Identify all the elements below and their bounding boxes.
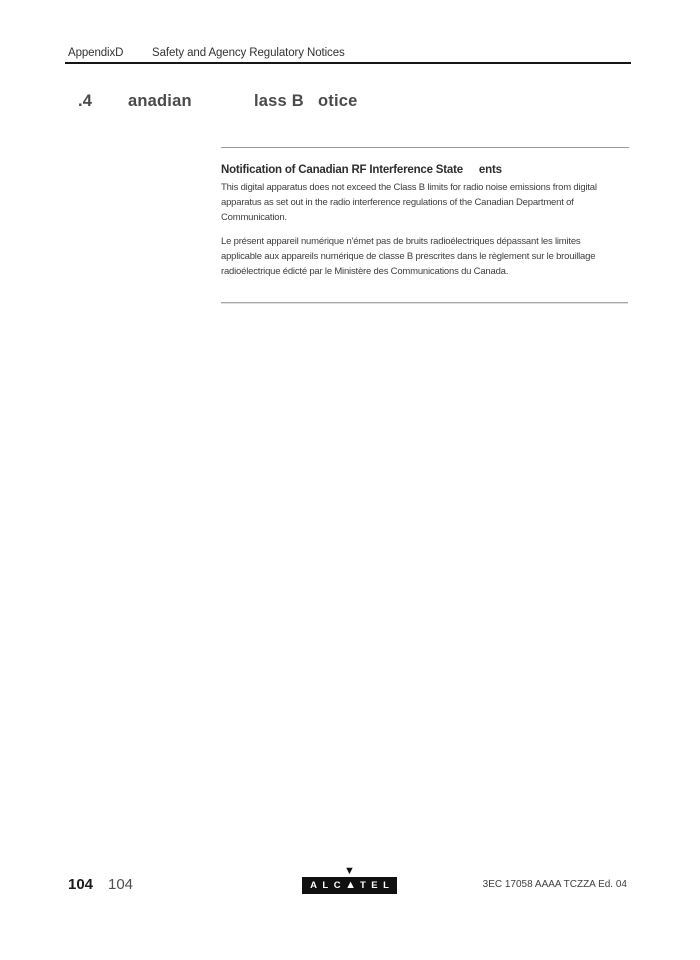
paragraph-english-line: Communication. [221, 212, 287, 223]
section-title-word-1: anadian [128, 92, 192, 110]
page-number-bold: 104 [68, 876, 94, 893]
alcatel-letters-left: ALC [310, 880, 347, 891]
alcatel-logo-bar [302, 877, 397, 894]
alcatel-logo [302, 865, 397, 894]
paragraph-english [221, 180, 597, 225]
paragraph-english-line: This digital apparatus does not exceed the Class B limits for radio noise emissions from digital [221, 182, 597, 193]
paragraph-french [221, 234, 595, 279]
header-rule [65, 62, 631, 64]
section-number: .4 [78, 92, 93, 110]
notice-top-rule [221, 147, 629, 148]
alcatel-mid-triangle-icon: ▲ [345, 879, 356, 891]
page-number: 104 [108, 876, 134, 893]
section-title-word-2: lass B [254, 92, 304, 110]
alcatel-triangle-icon: ▼ [344, 865, 355, 877]
notice-heading-part-2: ents [478, 164, 502, 176]
notice-heading-part-1: Notification of Canadian RF Interference State [221, 164, 463, 176]
section-title-word-3: otice [318, 92, 358, 110]
header-appendix-label: AppendixD [68, 47, 124, 59]
header-chapter-title: Safety and Agency Regulatory Notices [152, 47, 345, 59]
notice-heading [221, 164, 502, 176]
paragraph-french-line: Le présent appareil numérique n'émet pas de bruits radioélectriques dépassant les limites [221, 236, 581, 247]
paragraph-english-line: apparatus as set out in the radio interference regulations of the Canadian Department of [221, 197, 574, 208]
document-reference: 3EC 17058 AAAA TCZZA Ed. 04 [482, 879, 627, 890]
notice-bottom-rule [221, 302, 628, 304]
paragraph-french-line: radioélectrique édicté par le Ministère des Communications du Canada. [221, 266, 509, 277]
paragraph-french-line: applicable aux appareils numérique de classe B prescrites dans le règlement sur le brouillage [221, 251, 596, 262]
alcatel-letters-right: TEL [359, 880, 395, 891]
